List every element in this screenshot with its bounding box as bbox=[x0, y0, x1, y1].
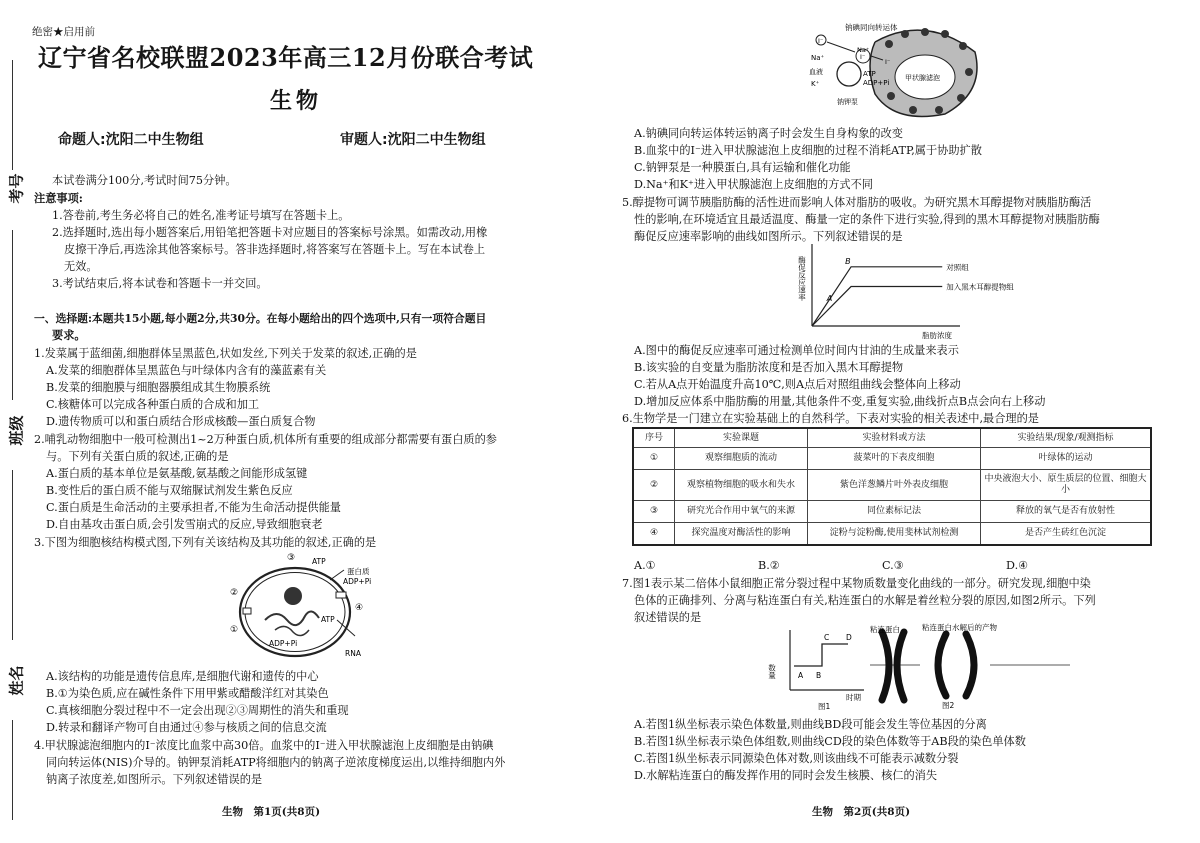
margin-label-class: 班级 bbox=[7, 415, 26, 446]
label-follicle: 甲状腺滤泡 bbox=[905, 74, 940, 82]
experiment-table bbox=[632, 427, 1152, 546]
secret-mark: 绝密★启用前 bbox=[32, 26, 95, 38]
notice-line: 3.考试结束后,将本试卷和答题卡一并交回。 bbox=[52, 277, 268, 290]
table-row bbox=[633, 501, 1151, 523]
margin-label-exam-number: 考号 bbox=[7, 173, 26, 204]
q7-option-c: C.若图1纵坐标表示同源染色体对数,则该曲线不可能表示减数分裂 bbox=[634, 752, 959, 765]
col-header: 序号 bbox=[633, 428, 675, 448]
q3-option-b: B.①为染色质,应在碱性条件下用甲紫或醋酸洋红对其染色 bbox=[46, 687, 329, 700]
point-a: A bbox=[798, 671, 804, 680]
q7-stem-cont: 叙述错误的是 bbox=[634, 611, 702, 624]
q5-stem-cont: 性的影响,在环境适宜且最适温度、酶量一定的条件下进行实验,得到的黑木耳醇提物对胰脂肪酶 bbox=[634, 213, 1100, 226]
page-footer: 生物 第1页(共8页) bbox=[222, 806, 321, 818]
subject-title: 生物 bbox=[270, 88, 323, 114]
author-label: 命题人:沈阳二中生物组 bbox=[58, 132, 204, 148]
col-header: 实验课题 bbox=[675, 428, 808, 448]
table-cell: 探究温度对酶活性的影响 bbox=[675, 523, 808, 546]
notice-line: 皮擦干净后,再选涂其他答案标号。答非选择题时,将答案写在答题卡上。写在本试卷上 bbox=[64, 243, 486, 256]
q5-stem: 5.醇提物可调节胰脂肪酶的活性进而影响人体对脂肪的吸收。为研究黑木耳醇提物对胰脂肪酶活 bbox=[622, 196, 1092, 209]
table-row bbox=[633, 470, 1151, 501]
table-cell: 是否产生砖红色沉淀 bbox=[981, 523, 1152, 546]
table-cell: 同位素标记法 bbox=[808, 501, 981, 523]
label-nis: 钠碘同向转运体 bbox=[845, 23, 898, 32]
q2-option-c: C.蛋白质是生命活动的主要承担者,不能为生命活动提供能量 bbox=[46, 501, 341, 514]
y-axis-label: 酶促反应速率 bbox=[797, 256, 807, 301]
label-3: ③ bbox=[287, 553, 296, 563]
table-row bbox=[633, 523, 1151, 546]
nuclear-pore bbox=[336, 592, 346, 598]
q1-option-b: B.发菜的细胞膜与细胞器膜组成其生物膜系统 bbox=[46, 381, 271, 394]
figure-1-caption: 图1 bbox=[818, 702, 831, 710]
label-iodide-2: I⁻ bbox=[860, 53, 866, 61]
q2-option-d: D.自由基攻击蛋白质,会引发雪崩式的反应,导致细胞衰老 bbox=[46, 518, 323, 531]
point-b-label: B bbox=[845, 256, 851, 266]
label-pump: 钠钾泵 bbox=[837, 98, 858, 106]
table-cell: 释放的氧气是否有放射性 bbox=[981, 501, 1152, 523]
table-cell: ④ bbox=[633, 523, 675, 546]
q4-stem-cont: 钠离子浓度差,如图所示。下列叙述错误的是 bbox=[46, 773, 263, 786]
series-extract-label: 加入黑木耳醇提物组 bbox=[946, 282, 1014, 292]
q5-option-c: C.若从A点开始温度升高10℃,则A点后对照组曲线会整体向上移动 bbox=[634, 378, 961, 391]
notice-line: 2.选择题时,选出每小题答案后,用铅笔把答题卡对应题目的答案标号涂黑。如需改动,用橡 bbox=[52, 226, 488, 239]
table-row bbox=[633, 448, 1151, 470]
label-atp: ATP bbox=[312, 557, 326, 566]
table-cell: 观察细胞质的流动 bbox=[675, 448, 808, 470]
nuclear-pore bbox=[243, 608, 251, 614]
q7-stem: 7.图1表示某二倍体小鼠细胞正常分裂过程中某物质数量变化曲线的一部分。研究发现,细胞中染 bbox=[622, 577, 1091, 590]
point-b: B bbox=[816, 671, 822, 680]
binding-margin bbox=[0, 0, 30, 843]
point-d: D bbox=[846, 633, 852, 642]
point-c: C bbox=[824, 633, 830, 642]
table-cell: 中央液泡大小、原生质层的位置、细胞大小 bbox=[981, 470, 1152, 501]
label-adp: ADP+Pi bbox=[863, 79, 890, 87]
q3-option-d: D.转录和翻译产物可自由通过④参与核质之间的信息交流 bbox=[46, 721, 327, 734]
q7-option-b: B.若图1纵坐标表示染色体组数,则曲线CD段的染色体数等于AB段的染色单体数 bbox=[634, 735, 1026, 748]
label-k: K⁺ bbox=[811, 80, 820, 88]
label-na-2: Na⁺ bbox=[857, 46, 870, 54]
thyroid-cell-diagram bbox=[805, 22, 985, 122]
table-header-row bbox=[633, 428, 1151, 448]
notice-title: 注意事项: bbox=[34, 191, 83, 205]
col-header: 实验结果/现象/观测指标 bbox=[981, 428, 1152, 448]
label-rna: RNA bbox=[345, 649, 361, 658]
q5-option-d: D.增加反应体系中脂肪酶的用量,其他条件不变,重复实验,曲线折点B点会向右上移动 bbox=[634, 395, 1046, 408]
arrow bbox=[337, 620, 355, 636]
notice-line: 1.答卷前,考生务必将自己的姓名,准考证号填写在答题卡上。 bbox=[52, 209, 350, 222]
label-blood: 血液 bbox=[809, 68, 823, 76]
table-cell: 淀粉与淀粉酶,使用斐林试剂检测 bbox=[808, 523, 981, 546]
table-cell: ③ bbox=[633, 501, 675, 523]
arrow bbox=[330, 570, 344, 580]
label-iodide: I⁻ bbox=[818, 37, 824, 45]
q1-option-d: D.遗传物质可以和蛋白质结合形成核酸—蛋白质复合物 bbox=[46, 415, 316, 428]
step-curve bbox=[794, 644, 848, 666]
q6-option-a: A.① bbox=[634, 559, 656, 572]
margin-label-name: 姓名 bbox=[7, 665, 26, 696]
q1-option-c: C.核糖体可以完成各种蛋白质的合成和加工 bbox=[46, 398, 260, 411]
label-1: ① bbox=[230, 625, 239, 635]
table-cell: 观察植物细胞的吸水和失水 bbox=[675, 470, 808, 501]
q6-option-d: D.④ bbox=[1006, 559, 1029, 572]
figure-2-chromosomes bbox=[870, 620, 1070, 710]
nucleolus bbox=[284, 587, 302, 605]
y-axis-label: 数量 bbox=[768, 664, 777, 679]
q4-stem: 4.甲状腺滤泡细胞内的I⁻浓度比血浆中高30倍。血浆中的I⁻进入甲状腺滤泡上皮细胞是由钠碘 bbox=[34, 739, 494, 752]
exam-title: 辽宁省名校联盟2023年高三12月份联合考试 bbox=[38, 43, 534, 72]
label-atp-2: ATP bbox=[321, 615, 335, 624]
q2-option-b: B.变性后的蛋白质不能与双缩脲试剂发生紫色反应 bbox=[46, 484, 293, 497]
label-na: Na⁺ bbox=[811, 54, 825, 62]
q4-stem-cont: 同向转运体(NIS)介导的。钠钾泵消耗ATP将细胞内的钠离子逆浓度梯度运出,以维持细胞内外 bbox=[46, 756, 506, 769]
q5-stem-cont: 酶促反应速率影响的曲线如图所示。下列叙述错误的是 bbox=[634, 230, 903, 243]
label-adp-pi: ADP+Pi bbox=[343, 577, 372, 586]
table-cell: 紫色洋葱鳞片叶外表皮细胞 bbox=[808, 470, 981, 501]
chromosome-separating bbox=[938, 634, 974, 696]
q6-stem: 6.生物学是一门建立在实验基础上的自然科学。下表对实验的相关表述中,最合理的是 bbox=[622, 412, 1039, 425]
table-cell: ② bbox=[633, 470, 675, 501]
q7-stem-cont: 色体的正确排列、分离与粘连蛋白有关,粘连蛋白的水解是着丝粒分裂的原因,如图2所示。下列 bbox=[634, 594, 1096, 607]
enzyme-rate-chart bbox=[790, 244, 1030, 342]
section-heading-cont: 要求。 bbox=[52, 328, 86, 342]
margin-line bbox=[12, 230, 13, 400]
q6-option-b: B.② bbox=[758, 559, 780, 572]
x-axis-label: 时期 bbox=[846, 693, 861, 702]
margin-line bbox=[12, 60, 13, 170]
q3-stem: 3.下图为细胞核结构模式图,下列有关该结构及其功能的叙述,正确的是 bbox=[34, 536, 377, 549]
q4-option-d: D.Na⁺和K⁺进入甲状腺滤泡上皮细胞的方式不同 bbox=[634, 178, 873, 191]
col-header: 实验材料或方法 bbox=[808, 428, 981, 448]
label-cohesin: 粘连蛋白 bbox=[870, 625, 900, 634]
q4-option-c: C.钠钾泵是一种膜蛋白,具有运输和催化功能 bbox=[634, 161, 851, 174]
follicle-cells bbox=[870, 28, 977, 117]
table-cell: ① bbox=[633, 448, 675, 470]
label-iodide-3: I⁻ bbox=[885, 58, 891, 66]
notice-line: 无效。 bbox=[64, 260, 98, 273]
label-2: ② bbox=[230, 588, 239, 598]
label-adp-pi-2: ADP+Pi bbox=[269, 639, 298, 648]
series-extract-line bbox=[812, 287, 942, 326]
q1-stem: 1.发菜属于蓝细菌,细胞群体呈黑蓝色,状如发丝,下列关于发菜的叙述,正确的是 bbox=[34, 347, 417, 360]
section-heading: 一、选择题:本题共15小题,每小题2分,共30分。在每小题给出的四个选项中,只有一项符合题目 bbox=[34, 312, 487, 325]
q5-option-a: A.图中的酶促反应速率可通过检测单位时间内甘油的生成量来表示 bbox=[634, 344, 959, 357]
table-cell: 研究光合作用中氧气的来源 bbox=[675, 501, 808, 523]
page-footer: 生物 第2页(共8页) bbox=[812, 806, 911, 818]
q7-option-a: A.若图1纵坐标表示染色体数量,则曲线BD段可能会发生等位基因的分离 bbox=[634, 718, 987, 731]
chromatin-2 bbox=[275, 626, 309, 635]
q4-option-b: B.血浆中的I⁻进入甲状腺滤泡上皮细胞的过程不消耗ATP,属于协助扩散 bbox=[634, 144, 982, 157]
score-note: 本试卷满分100分,考试时间75分钟。 bbox=[52, 174, 237, 187]
label-cohesin-products: 粘连蛋白水解后的产物 bbox=[922, 623, 997, 632]
q2-stem-cont: 与。下列有关蛋白质的叙述,正确的是 bbox=[46, 450, 229, 463]
series-control-label: 对照组 bbox=[946, 262, 969, 272]
margin-line bbox=[12, 720, 13, 820]
reviewer-label: 审题人:沈阳二中生物组 bbox=[340, 132, 486, 148]
point-a-label: A bbox=[826, 293, 833, 303]
sodium-potassium-pump bbox=[837, 62, 861, 86]
nucleus-diagram bbox=[225, 550, 385, 668]
chromatin bbox=[265, 611, 319, 625]
q3-option-a: A.该结构的功能是遗传信息库,是细胞代谢和遗传的中心 bbox=[46, 670, 319, 683]
q2-option-a: A.蛋白质的基本单位是氨基酸,氨基酸之间能形成氢键 bbox=[46, 467, 308, 480]
q7-option-d: D.水解粘连蛋白的酶发挥作用的同时会发生核膜、核仁的消失 bbox=[634, 769, 938, 782]
arrow bbox=[827, 42, 855, 52]
table-cell: 菠菜叶的下表皮细胞 bbox=[808, 448, 981, 470]
label-protein: 蛋白质 bbox=[347, 567, 370, 576]
chromosome-joined bbox=[882, 632, 904, 700]
q2-stem: 2.哺乳动物细胞中一般可检测出1~2万种蛋白质,机体所有重要的组成部分都需要有蛋白质的参 bbox=[34, 433, 497, 446]
q6-option-c: C.③ bbox=[882, 559, 904, 572]
q1-option-a: A.发菜的细胞群体呈黑蓝色与叶绿体内含有的藻蓝素有关 bbox=[46, 364, 327, 377]
figure-2-caption: 图2 bbox=[942, 701, 955, 710]
label-4: ④ bbox=[355, 603, 364, 613]
label-atp: ATP bbox=[863, 70, 876, 78]
figure-1-step-plot bbox=[768, 622, 868, 710]
q4-option-a: A.钠碘同向转运体转运钠离子时会发生自身构象的改变 bbox=[634, 127, 903, 140]
q3-option-c: C.真核细胞分裂过程中不一定会出现②③周期性的消失和重现 bbox=[46, 704, 349, 717]
margin-line bbox=[12, 470, 13, 640]
table-cell: 叶绿体的运动 bbox=[981, 448, 1152, 470]
x-axis-label: 脂肪浓度 bbox=[922, 331, 952, 340]
page-2 bbox=[600, 0, 1200, 843]
q5-option-b: B.该实验的自变量为脂肪浓度和是否加入黑木耳醇提物 bbox=[634, 361, 904, 374]
